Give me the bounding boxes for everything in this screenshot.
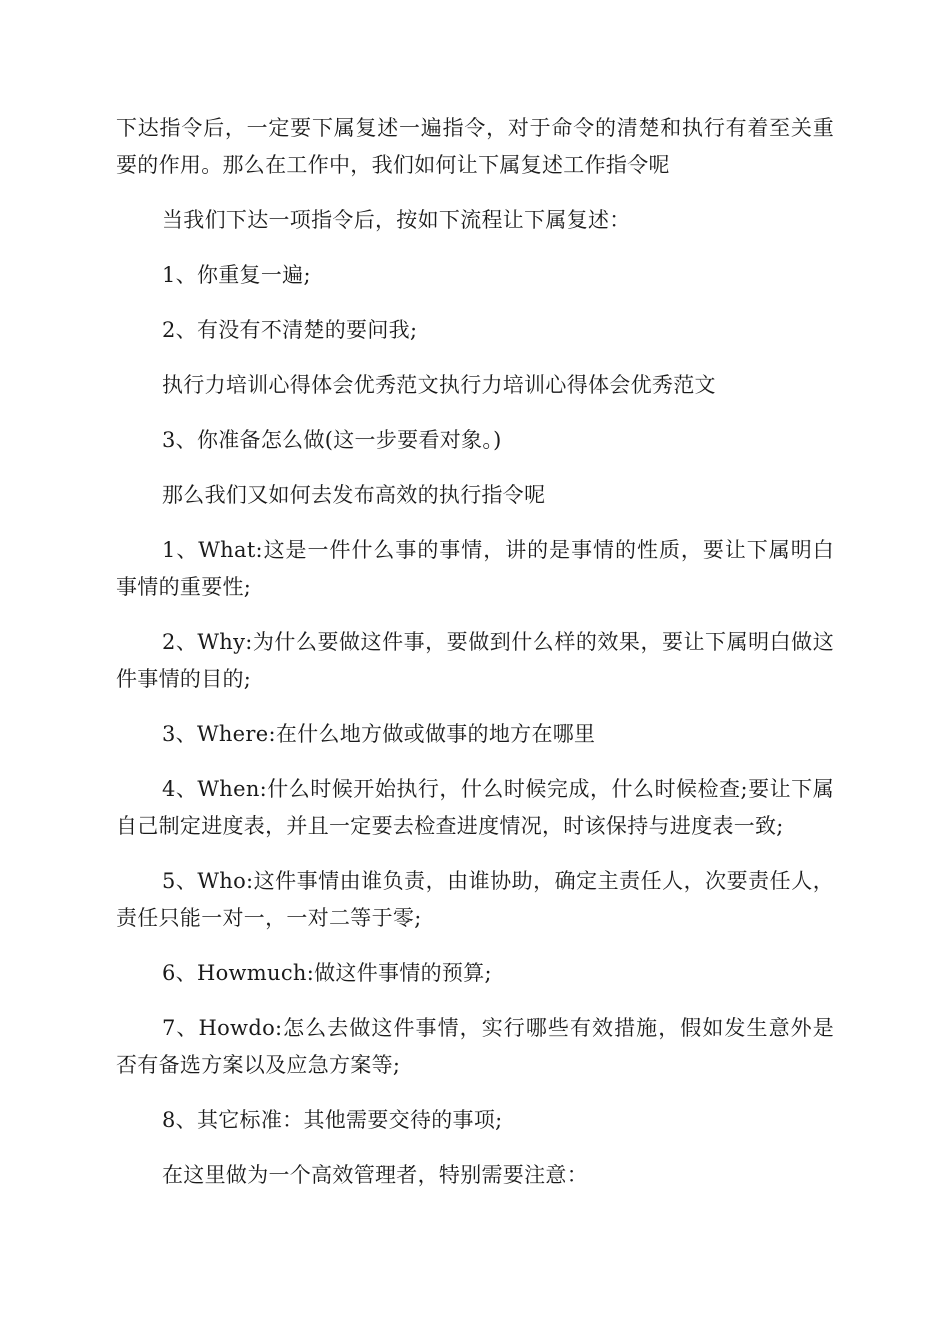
paragraph-step-1: 1、你重复一遍; [162,263,311,287]
paragraph-closing: 在这里做为一个高效管理者，特别需要注意： [162,1163,588,1187]
paragraph-when: 4、When:什么时候开始执行，什么时候完成，什么时候检查;要让下属自己制定进度表，并且一定要去检查进度情况，时该保持与进度表一致; [116,777,834,838]
paragraph-step-3: 3、你准备怎么做(这一步要看对象。) [162,428,502,452]
paragraph-who: 5、Who:这件事情由谁负责，由谁协助，确定主责任人，次要责任人，责任只能一对一，一对二等于零; [116,869,834,930]
paragraph-other-standards: 8、其它标准：其他需要交待的事项; [162,1108,503,1132]
paragraph-what: 1、What:这是一件什么事的事情，讲的是事情的性质，要让下属明白事情的重要性; [116,538,834,599]
paragraph-where: 3、Where:在什么地方做或做事的地方在哪里 [162,722,596,746]
paragraph-process-lead: 当我们下达一项指令后，按如下流程让下属复述： [162,208,631,232]
paragraph-howdo: 7、Howdo:怎么去做这件事情，实行哪些有效措施，假如发生意外是否有备选方案以及应急方案等; [116,1016,834,1077]
paragraph-intro: 下达指令后，一定要下属复述一遍指令，对于命令的清楚和执行有着至关重要的作用。那么在工作中，我们如何让下属复述工作指令呢 [116,116,834,177]
paragraph-instruction-lead: 那么我们又如何去发布高效的执行指令呢 [162,483,546,507]
document-body [116,110,834,1212]
paragraph-howmuch: 6、Howmuch:做这件事情的预算; [162,961,492,985]
paragraph-inline-title: 执行力培训心得体会优秀范文执行力培训心得体会优秀范文 [162,373,716,397]
paragraph-why: 2、Why:为什么要做这件事，要做到什么样的效果，要让下属明白做这件事情的目的; [116,630,834,691]
paragraph-step-2: 2、有没有不清楚的要问我; [162,318,418,342]
